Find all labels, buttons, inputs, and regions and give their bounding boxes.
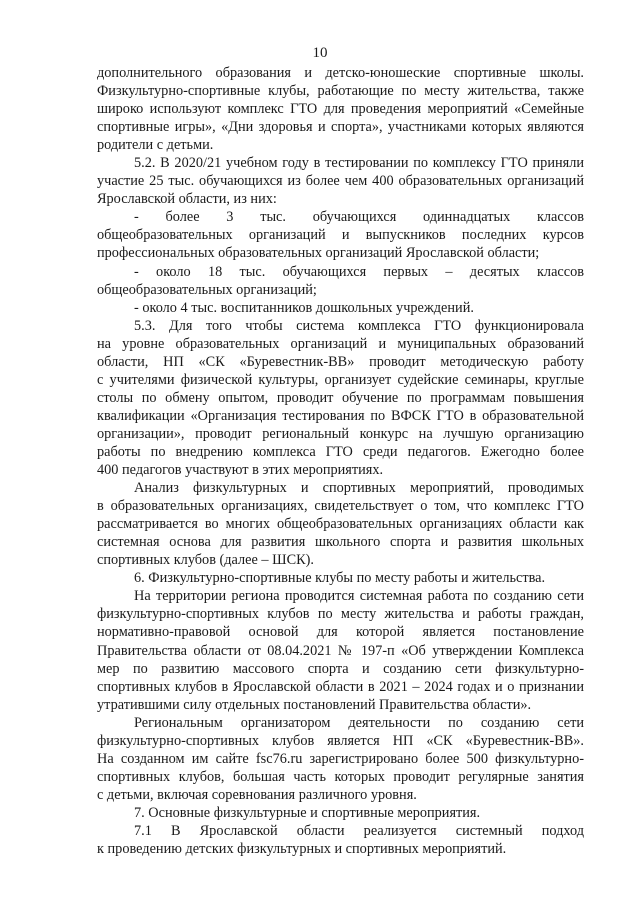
- text-line: физкультурно-спортивных клубов является НП «СК «Буревестник-ВВ».: [97, 732, 584, 749]
- text-line: 400 педагогов участвуют в этих мероприятиях.: [97, 462, 384, 479]
- text-line: с учителями физической культуры, организует судейские семинары, круглые: [97, 371, 584, 388]
- text-line: родители с детьми.: [97, 137, 214, 154]
- text-line: Анализ физкультурных и спортивных мероприятий, проводимых: [134, 480, 584, 497]
- text-line: 7. Основные физкультурные и спортивные мероприятия.: [134, 804, 481, 821]
- text-line: нормативно-правовой основой для которой является постановление: [97, 624, 584, 641]
- text-line: - более 3 тыс. обучающихся одиннадцатых классов: [134, 209, 584, 226]
- text-line: широко используют комплекс ГТО для проведения мероприятий «Семейные: [97, 101, 584, 118]
- text-line: 5.3. Для того чтобы система комплекса ГТО функционировала: [134, 317, 584, 334]
- text-line: утратившими силу отдельных постановлений Правительства области».: [97, 696, 532, 713]
- text-line: работы по внедрению комплекса ГТО среди педагогов. Ежегодно более: [97, 443, 584, 460]
- text-line: спортивных клубов (далее – ШСК).: [97, 552, 314, 569]
- text-line: Ярославской области, из них:: [97, 191, 277, 208]
- text-line: квалификации «Организация тестирования по ВФСК ГТО в образовательной: [97, 407, 584, 424]
- text-line: столы по обмену опытом, проводит обучение по программам повышения: [97, 389, 584, 406]
- text-line: спортивные игры», «Дни здоровья и спорта», участниками которых являются: [97, 119, 584, 136]
- text-line: в образовательных организациях, свидетельствует о том, что комплекс ГТО: [97, 498, 584, 515]
- text-line: рассматривается во многих общеобразовательных организациях области как: [97, 516, 584, 533]
- text-line: - около 4 тыс. воспитанников дошкольных учреждений.: [134, 299, 474, 316]
- text-line: физкультурно-спортивных клубов по месту жительства и работы граждан,: [97, 606, 584, 623]
- text-line: мер по развитию массового спорта и созданию сети физкультурно-: [97, 660, 584, 677]
- text-line: На созданном им сайте fsc76.ru зарегистрировано более 500 физкультурно-: [97, 750, 584, 767]
- text-line: 7.1 В Ярославской области реализуется системный подход: [134, 822, 584, 839]
- text-line: системная основа для развития школьного спорта и развития школьных: [97, 534, 584, 551]
- text-line: 5.2. В 2020/21 учебном году в тестировании по комплексу ГТО приняли: [134, 155, 584, 172]
- text-line: профессиональных образовательных организаций Ярославской области;: [97, 245, 540, 262]
- text-line: Правительства области от 08.04.2021 № 197-п «Об утверждении Комплекса: [97, 642, 584, 659]
- text-line: общеобразовательных организаций;: [97, 281, 317, 298]
- text-line: спортивных клубов, большая часть которых проводит регулярные занятия: [97, 768, 584, 785]
- page-number: 10: [312, 45, 328, 61]
- text-line: спортивных клубов в Ярославской области в 2021 – 2024 годах и о признании: [97, 678, 584, 695]
- text-line: организации», проводит региональный конкурс на лучшую организацию: [97, 425, 584, 442]
- text-line: дополнительного образования и детско-юношеские спортивные школы.: [97, 65, 584, 81]
- text-line: участие 25 тыс. обучающихся из более чем 400 образовательных организаций: [97, 173, 584, 190]
- text-line: к проведению детских физкультурных и спортивных мероприятий.: [97, 841, 507, 858]
- text-line: с детьми, включая соревнования различного уровня.: [97, 786, 417, 803]
- text-line: области, НП «СК «Буревестник-ВВ» проводит методическую работу: [97, 353, 584, 370]
- text-line: общеобразовательных организаций и выпускников последних курсов: [97, 227, 584, 244]
- text-line: - около 18 тыс. обучающихся первых – десятых классов: [134, 263, 584, 280]
- text-line: на уровне образовательных организаций и муниципальных образований: [97, 335, 584, 352]
- body-text: [97, 64, 584, 858]
- text-line: На территории региона проводится системная работа по созданию сети: [134, 588, 584, 605]
- text-line: 6. Физкультурно-спортивные клубы по месту работы и жительства.: [134, 570, 546, 587]
- text-line: Региональным организатором деятельности по созданию сети: [134, 714, 584, 731]
- text-line: Физкультурно-спортивные клубы, работающие по месту жительства, также: [97, 83, 584, 100]
